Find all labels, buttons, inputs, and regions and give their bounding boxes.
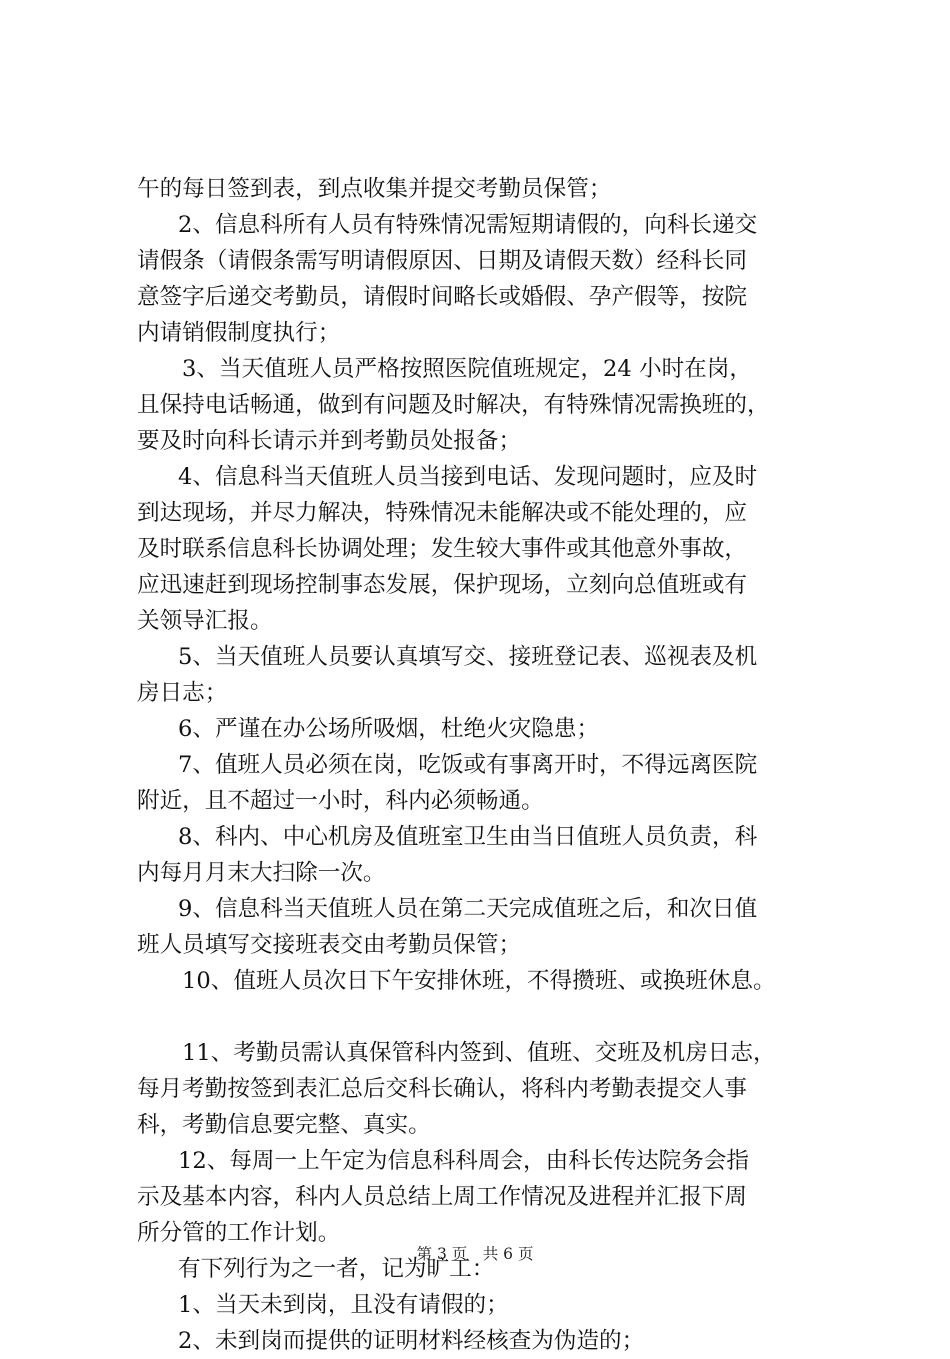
text-line: 所分管的工作计划。: [137, 1220, 341, 1246]
text-line: 示及基本内容，科内人员总结上周工作情况及进程并汇报下周: [137, 1184, 748, 1210]
text-line: 附近，且不超过一小时，科内必须畅通。: [137, 788, 544, 814]
document-body: [137, 171, 849, 1359]
text-line: 请假条（请假条需写明请假原因、日期及请假天数）经科长同: [137, 248, 748, 274]
text-line: 5、当天值班人员要认真填写交、接班登记表、巡视表及机: [178, 644, 758, 670]
text-line: 7、值班人员必须在岗，吃饭或有事离开时，不得远离医院: [178, 752, 758, 778]
text-line: 有下列行为之一者，记为旷工：: [178, 1256, 495, 1282]
text-line: 及时联系信息科长协调处理；发生较大事件或其他意外事故，: [137, 536, 748, 562]
text-line: 到达现场，并尽力解决，特殊情况未能解决或不能处理的，应: [137, 500, 748, 526]
text-line: 班人员填写交接班表交由考勤员保管；: [137, 932, 522, 958]
text-line: 6、严谨在办公场所吸烟，杜绝火灾隐患；: [178, 716, 600, 742]
text-line: 要及时向科长请示并到考勤员处报备；: [137, 428, 522, 454]
paragraph-gap: [137, 999, 849, 1035]
text-line: 2、未到岗而提供的证明材料经核查为伪造的；: [178, 1328, 645, 1354]
text-line: 3、当天值班人员严格按照医院值班规定，24 小时在岗，: [182, 356, 752, 382]
text-line: 内每月月末大扫除一次。: [137, 860, 386, 886]
text-line: 内请销假制度执行；: [137, 320, 341, 346]
text-line: 8、科内、中心机房及值班室卫生由当日值班人员负责，科: [178, 824, 758, 850]
text-line: 每月考勤按签到表汇总后交科长确认，将科内考勤表提交人事: [137, 1076, 748, 1102]
text-line: 11、考勤员需认真保管科内签到、值班、交班及机房日志，: [182, 1040, 776, 1066]
text-line: 12、每周一上午定为信息科科周会，由科长传达院务会指: [178, 1148, 749, 1174]
text-line: 科，考勤信息要完整、真实。: [137, 1112, 431, 1138]
page-footer: 第 3 页 共 6 页: [416, 1245, 534, 1263]
text-line: 2、信息科所有人员有特殊情况需短期请假的，向科长递交: [178, 212, 758, 238]
text-line: 关领导汇报。: [137, 608, 273, 634]
text-line: 1、当天未到岗，且没有请假的；: [178, 1292, 509, 1318]
text-line: 应迅速赶到现场控制事态发展，保护现场，立刻向总值班或有: [137, 572, 748, 598]
text-line: 9、信息科当天值班人员在第二天完成值班之后，和次日值: [178, 896, 758, 922]
text-line: 房日志；: [137, 680, 228, 706]
text-line: 意签字后递交考勤员，请假时间略长或婚假、孕产假等，按院: [137, 284, 748, 310]
text-line: 10、值班人员次日下午安排休班，不得攒班、或换班休息。: [182, 968, 776, 994]
text-line: 4、信息科当天值班人员当接到电话、发现问题时，应及时: [178, 464, 758, 490]
text-line: 午的每日签到表，到点收集并提交考勤员保管；: [137, 176, 612, 202]
text-line: 且保持电话畅通，做到有问题及时解决，有特殊情况需换班的，: [137, 392, 770, 418]
